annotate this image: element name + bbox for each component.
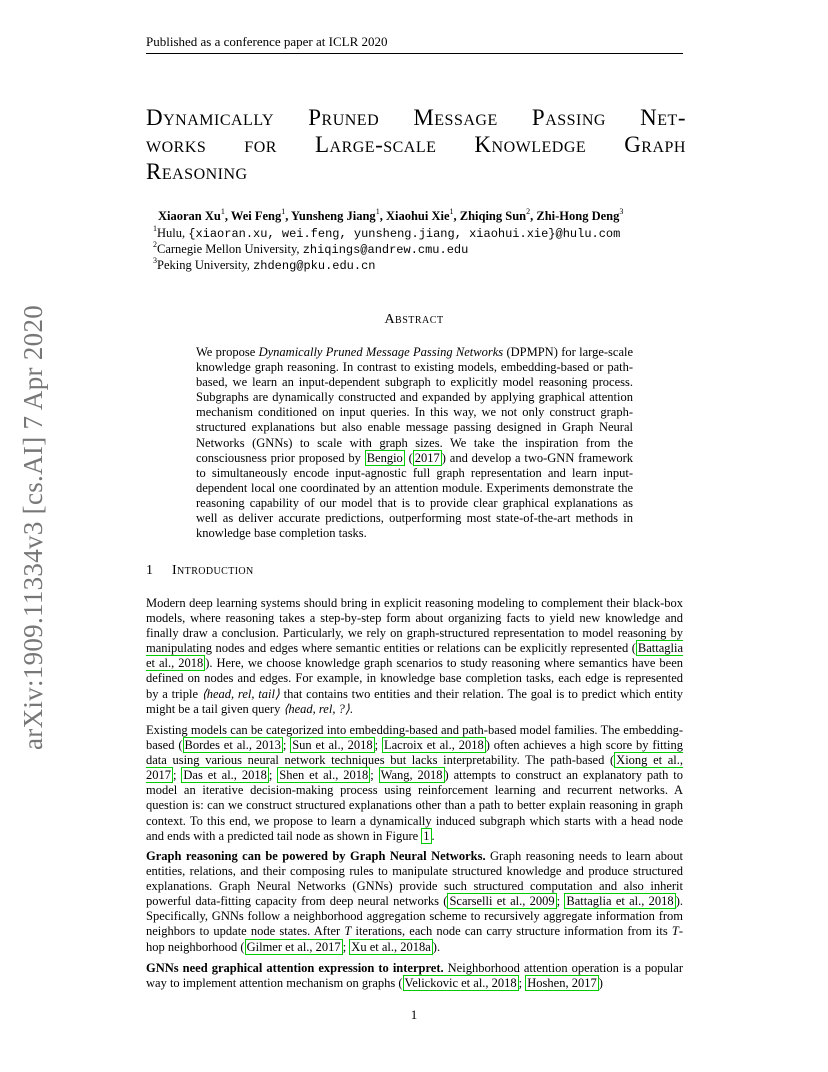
paper-title — [146, 104, 686, 185]
separator: ; — [282, 738, 291, 753]
separator: ; — [374, 738, 382, 753]
title-line-2: works for Large-scale Knowledge Graph — [146, 132, 686, 157]
author-sup: 1 — [449, 207, 454, 216]
separator: ; — [173, 768, 182, 783]
title-line-1: Dynamically Pruned Message Passing Net- — [146, 105, 686, 130]
author-sup: 1 — [281, 207, 286, 216]
citation-link[interactable]: Xiong et al., 2017 — [146, 753, 683, 783]
separator: ; — [370, 768, 379, 783]
separator: ; — [518, 976, 526, 991]
author-name: Wei Feng — [230, 209, 282, 223]
citation-link[interactable]: Velickovic et al., 2018 — [404, 976, 517, 991]
math-triple: ⟨head, rel, tail⟩ — [201, 686, 280, 701]
affiliation-email[interactable]: zhdeng@pku.edu.cn — [253, 259, 376, 273]
math-variable: T — [344, 924, 352, 939]
paragraph-text: ). Here, we choose knowledge graph scenarios to study reasoning where semantics have been defined on nodes and edges. For example, in knowledge base completion tasks, each edge is represented by a triple — [146, 656, 684, 701]
affiliation-org: Hulu, — [157, 226, 189, 240]
author-sup: 3 — [619, 207, 624, 216]
paragraph-text: ) — [598, 976, 603, 991]
section-heading — [146, 563, 254, 579]
citation-link[interactable]: Das et al., 2018 — [183, 768, 267, 783]
paragraph-text: Neighborhood attention operation is a popular way to implement attention mechanism on graphs ( — [146, 961, 683, 991]
author-name: Zhi-Hong Deng — [536, 209, 620, 223]
section-number: 1 — [146, 563, 154, 578]
paragraph-text: Graph reasoning needs to learn about entities, relations, and their composing rules to manipulate structured knowledge and produce structured explanations. Graph Neural Networks (GNNs) provide such structured computation and also inherit powerful data-fitting capacity from deep neural networks ( — [146, 849, 683, 909]
paragraph-lead: Graph reasoning can be powered by Graph Neural Networks. — [146, 849, 486, 863]
citation-link[interactable]: Bordes et al., 2013 — [184, 738, 281, 753]
affiliation-sup: 3 — [153, 256, 157, 265]
paragraph-text: ) often achieves a high score by fitting data using various neural network techniques but lacks interpretability. The path-based ( — [146, 738, 683, 768]
affiliation-email[interactable]: {xiaoran.xu, wei.feng, yunsheng.jiang, xiaohui.xie}@hulu.com — [188, 227, 621, 241]
separator: ; — [268, 768, 278, 783]
math-variable: T — [671, 924, 679, 939]
paragraph-text: Modern deep learning systems should bring in explicit reasoning modeling to complement their black-box models, where reasoning takes a step-by-step form about organizing facts to yield new knowledge and finally draw a conclusion. Particularly, we rely on graph-structured representation to model reasoning by manipulating nodes and edges where semantic entities or relations can be explicitly represented ( — [146, 596, 683, 656]
paragraph-text: that contains two entities and their relation. The goal is to predict which entity might be a tail given query — [146, 686, 683, 716]
paragraph-text: . — [431, 828, 435, 843]
abstract-text: ( — [404, 450, 413, 465]
citation-link[interactable]: Battaglia et al., 2018 — [566, 894, 674, 909]
author-name: Xiaoran Xu — [158, 209, 221, 223]
intro-paragraph-3 — [146, 849, 683, 955]
citation-link[interactable]: 2017 — [414, 450, 440, 465]
affiliation-1 — [153, 226, 620, 241]
separator: ; — [556, 894, 565, 909]
citation-link[interactable]: Lacroix et al., 2018 — [383, 738, 484, 753]
title-line-3: Reasoning — [146, 159, 248, 184]
paragraph-text: ). — [432, 939, 441, 954]
abstract-emphasis: Dynamically Pruned Message Passing Networks — [258, 345, 504, 359]
affiliation-sup: 2 — [153, 240, 157, 249]
paragraph-text: . — [349, 701, 353, 716]
author-sup: 1 — [375, 207, 380, 216]
paragraph-text: ) attempts to construct an explanatory path to model an iterative decision-making process using reinforcement learning and recurrent networks. A question is: can we construct structured explanations other than a path to better explain reasoning in graph context. To this end, we propose to learn a dynamically induced subgraph which starts with a head node and ends with a predicted tail node as shown in Figure — [146, 768, 683, 843]
separator: ; — [342, 939, 350, 954]
citation-link[interactable]: Sun et al., 2018 — [292, 738, 373, 753]
author-name: Xiaohui Xie — [385, 209, 450, 223]
citation-link[interactable]: Shen et al., 2018 — [279, 768, 369, 783]
affiliation-3 — [153, 258, 375, 273]
affiliation-2 — [153, 242, 468, 257]
affiliation-org: Peking University, — [157, 258, 254, 272]
paragraph-text: iterations, each node can carry structure information from its — [351, 924, 672, 939]
header-rule — [146, 53, 683, 54]
math-query: ⟨head, rel, ?⟩ — [283, 701, 350, 716]
abstract-text: We propose — [196, 345, 259, 359]
citation-link[interactable]: Wang, 2018 — [380, 768, 443, 783]
paragraph-text: Existing models can be categorized into embedding-based and path-based model families. The embedding-based ( — [146, 723, 683, 753]
paragraph-text: ). Specifically, GNNs follow a neighborhood aggregation scheme to recursively aggregate information from neighbors to update node states. After — [146, 894, 683, 939]
citation-link[interactable]: Bengio — [366, 450, 403, 465]
citation-link[interactable]: Hoshen, 2017 — [527, 976, 597, 991]
abstract-body — [196, 345, 633, 541]
citation-link[interactable]: Gilmer et al., 2017 — [246, 939, 341, 954]
section-title: Introduction — [172, 563, 254, 578]
citation-link[interactable]: Battaglia et al., 2018 — [146, 641, 683, 671]
affiliation-sup: 1 — [153, 224, 157, 233]
citation-link[interactable]: Scarselli et al., 2009 — [449, 894, 555, 909]
paragraph-lead: GNNs need graphical attention expression to interpret. — [146, 961, 444, 975]
figure-link[interactable]: 1 — [423, 828, 430, 843]
author-name: Zhiqing Sun — [459, 209, 527, 223]
affiliation-org: Carnegie Mellon University, — [157, 242, 303, 256]
author-sup: 1 — [220, 207, 225, 216]
affiliation-email[interactable]: zhiqings@andrew.cmu.edu — [302, 243, 469, 257]
arxiv-stamp: arXiv:1909.11334v3 [cs.AI] 7 Apr 2020 — [18, 304, 48, 750]
abstract-text: (DPMPN) for large-scale knowledge graph reasoning. In contrast to existing models, embedding-based or path-based, we learn an input-dependent subgraph to explicitly model reasoning process. Subgraphs are dynamically constructed and expanded by applying graphical attention mechanism conditioned on input queries. In this way, we not only construct graph-structured explanations but also enable message passing designed in Graph Neural Networks (GNNs) to scale with graph sizes. We take the inspiration from the consciousness prior proposed by — [196, 345, 634, 465]
paragraph-text: -hop neighborhood ( — [146, 924, 683, 954]
abstract-heading: Abstract — [384, 312, 444, 327]
abstract-text: ) and develop a two-GNN framework to simultaneously encode input-agnostic full graph representation and learn input-dependent local one coordinated by an attention module. Experiments demonstrate the reasoning capability of our model that is to provide clear graphical explanations as well as deliver accurate predictions, outperforming most state-of-the-art methods in knowledge base completion tasks. — [196, 450, 634, 541]
intro-paragraph-1 — [146, 596, 683, 717]
intro-paragraph-4 — [146, 961, 683, 991]
citation-link[interactable]: Xu et al., 2018a — [351, 939, 431, 954]
page-number: 1 — [410, 1007, 418, 1022]
author-name: Yunsheng Jiang — [291, 209, 376, 223]
running-header: Published as a conference paper at ICLR 2020 — [146, 34, 388, 49]
intro-paragraph-2 — [146, 723, 683, 844]
author-sup: 2 — [526, 207, 531, 216]
author-list: Xiaoran Xu$^1$, Wei Feng$^1$, Yunsheng Jiang$^1$, Xiaohui Xie$^1$, Zhiqing Sun$^2$, Zhi-Hong Deng$^3$ — [158, 207, 624, 223]
